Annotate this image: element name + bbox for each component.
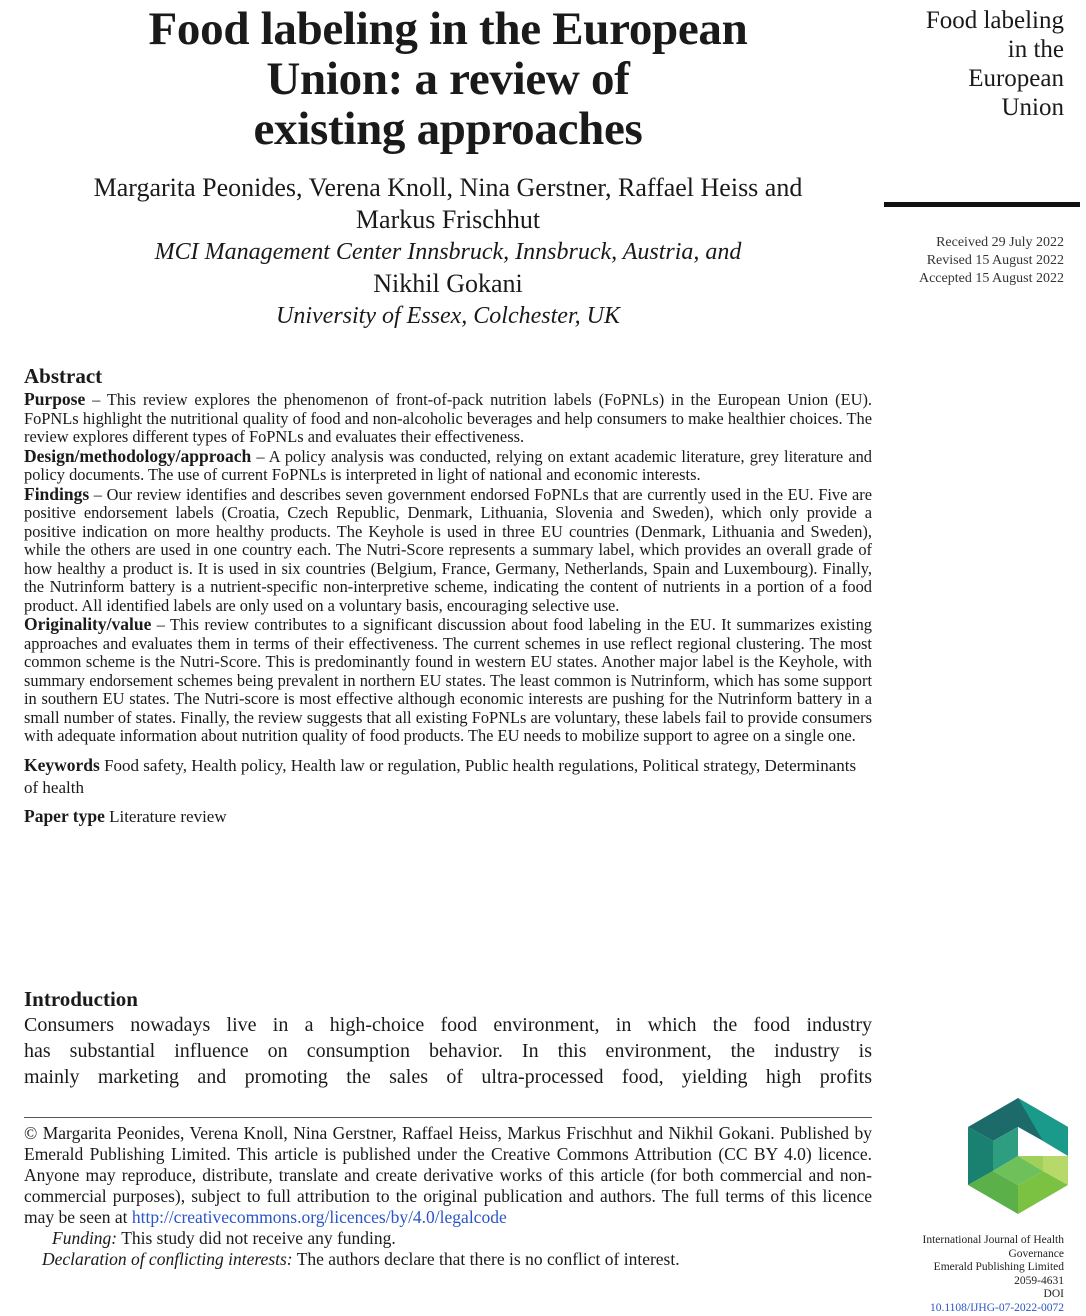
- running-title-line: European: [968, 65, 1064, 92]
- title-line: Food labeling in the European: [148, 3, 748, 55]
- journal-name: Governance: [1008, 1247, 1064, 1260]
- title-line: existing approaches: [253, 103, 643, 155]
- journal-name: International Journal of Health: [922, 1234, 1064, 1246]
- introduction-line: Consumers nowadays live in a high-choice food environment, in which the food industry: [24, 1014, 872, 1036]
- funding-statement: [24, 1228, 872, 1249]
- abstract-heading: Abstract: [24, 364, 103, 388]
- revised-date: Revised 15 August 2022: [926, 253, 1064, 268]
- issn: 2059-4631: [1014, 1274, 1064, 1287]
- doi-label: DOI: [1043, 1288, 1064, 1300]
- declaration-statement: [24, 1249, 872, 1270]
- license-text: © Margarita Peonides, Verena Knoll, Nina Gerstner, Raffael Heiss, Markus Frischhut and Nikhil Gokani. Published by Emerald Publishing Limited. This article is published under the Creative Commons Attribution (CC BY 4.0) licence. Anyone may reproduce, distribute, translate and create derivative works of this article (for both commercial and non-commercial purposes), subject to full attribution to the original publication and authors. The full terms of this licence may be seen at: [24, 1123, 872, 1227]
- design-label: Design/methodology/approach: [24, 445, 252, 466]
- abstract-design: [24, 447, 872, 485]
- abstract-originality: [24, 615, 872, 746]
- doi-link[interactable]: 10.1108/IJHG-07-2022-0072: [929, 1301, 1064, 1314]
- running-title-line: in the: [1007, 36, 1064, 63]
- affiliation: MCI Management Center Innsbruck, Innsbruck, Austria, and: [154, 239, 742, 265]
- journal-info: [884, 1234, 1064, 1315]
- funding-label: Funding:: [52, 1228, 118, 1248]
- introduction-line: has substantial influence on consumption behavior. In this environment, the industry is: [24, 1040, 872, 1062]
- running-title: [884, 6, 1064, 122]
- abstract-purpose: [24, 390, 872, 447]
- design-text: – A policy analysis was conducted, relying on extant academic literature, grey literature and policy documents. The use of current FoPNLs is interpreted in light of national and economic interests.: [24, 446, 872, 484]
- margin-divider: [884, 202, 1080, 207]
- doi-line: [884, 1288, 1064, 1315]
- author-block: [24, 172, 872, 332]
- originality-label: Originality/value: [24, 614, 152, 634]
- purpose-text: – This review explores the phenomenon of front-of-pack nutrition labels (FoPNLs) in the European Union (EU). FoPNLs highlight the nutritional quality of food and non-alcoholic beverages and help consumers to make healthier choices. The review explores different types of FoPNLs and evaluates their effectiveness.: [24, 390, 872, 446]
- footnote: [24, 1123, 872, 1270]
- declaration-label: Declaration of conflicting interests:: [42, 1249, 293, 1269]
- declaration-text: The authors declare that there is no conflict of interest.: [292, 1249, 680, 1269]
- title-line: Union: a review of: [266, 53, 630, 105]
- purpose-label: Purpose: [24, 389, 86, 409]
- running-title-line: Union: [1001, 94, 1064, 121]
- introduction-section: [24, 986, 872, 1090]
- keywords-text: Food safety, Health policy, Health law or regulation, Public health regulations, Political strategy, Determinants of health: [24, 755, 857, 797]
- findings-text: – Our review identifies and describes seven government endorsed FoPNLs that are currently used in the EU. Five are positive endorsement labels (Croatia, Czech Republic, Denmark, Lithuania, Slovenia and Sweden), which only provide a positive indication on more healthy products. The Keyhole is used in three EU countries (Denmark, Lithuania and Sweden), while the others are used in one country each. The Nutri-Score represents a summary label, which provides an overall grade of how healthy a product is. It is used in six countries (Belgium, France, Germany, Netherlands, Spain and Luxembourg). Finally, the Nutrinform battery is a nutrient-specific non-interpretive scheme, indicating the content of nutrients in a portion of a food product. All identified labels are only used on a voluntary basis, encouraging selective use.: [24, 484, 872, 615]
- author-line: Margarita Peonides, Verena Knoll, Nina Gerstner, Raffael Heiss and: [93, 173, 803, 202]
- abstract-findings: [24, 485, 872, 616]
- author-line: Nikhil Gokani: [373, 269, 523, 298]
- funding-text: This study did not receive any funding.: [117, 1228, 396, 1248]
- publisher-name: Emerald Publishing Limited: [933, 1261, 1064, 1273]
- findings-label: Findings: [24, 483, 90, 504]
- introduction-line: mainly marketing and promoting the sales of ultra-processed food, yielding high profits: [24, 1066, 872, 1088]
- received-date: Received 29 July 2022: [936, 235, 1064, 250]
- article-dates: [884, 234, 1064, 288]
- author-line: Markus Frischhut: [355, 205, 541, 234]
- article-title: [24, 4, 872, 154]
- abstract-section: [24, 364, 872, 828]
- originality-text: – This review contributes to a significant discussion about food labeling in the EU. It summarizes existing approaches and evaluates them in terms of their effectiveness. The current schemes in use reflect regional clustering. The most common scheme is the Nutri-Score. This is predominantly found in western EU states. Another major label is the Keyhole, with summary endorsement schemes being prevalent in northern EU states. The least common is Nutrinform, which has some support in southern EU states. The Nutri-score is most effective although economic interests are pushing for the Nutrinform battery in a small number of states. Finally, the review suggests that all existing FoPNLs are voluntary, these labels fail to provide consumers with adequate information about nutrition quality of food products. The EU needs to mobilize support to agree on a single one.: [24, 615, 872, 745]
- license-link[interactable]: http://creativecommons.org/licences/by/4.0/legalcode: [131, 1207, 507, 1227]
- keywords-label: Keywords: [24, 754, 100, 775]
- running-title-line: Food labeling: [925, 7, 1064, 34]
- paper-type-text: Literature review: [104, 806, 227, 826]
- accepted-date: Accepted 15 August 2022: [918, 271, 1064, 286]
- introduction-heading: Introduction: [24, 987, 138, 1011]
- paper-type-label: Paper type: [24, 805, 105, 826]
- paper-type: [24, 805, 872, 828]
- footnote-rule: [24, 1117, 872, 1118]
- affiliation: University of Essex, Colchester, UK: [276, 303, 620, 329]
- license-notice: [24, 1123, 872, 1228]
- emerald-logo: [968, 1098, 1068, 1214]
- keywords: [24, 754, 872, 799]
